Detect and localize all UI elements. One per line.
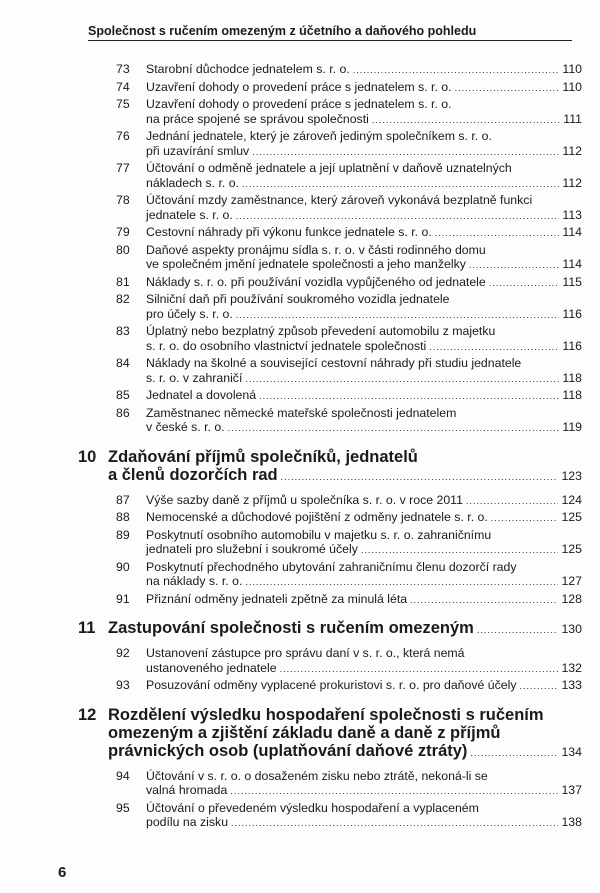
entry-number: 81 bbox=[116, 274, 130, 289]
entry-body bbox=[146, 62, 582, 78]
toc-entry bbox=[110, 97, 582, 127]
entry-title-line: nákladech s. r. o. bbox=[146, 175, 239, 190]
entry-number: 75 bbox=[116, 97, 130, 111]
entry-last-line bbox=[146, 783, 582, 799]
toc-entry bbox=[110, 646, 582, 676]
entry-body bbox=[146, 388, 582, 404]
dot-leader bbox=[259, 388, 559, 404]
entry-number: 79 bbox=[116, 225, 130, 239]
dot-leader bbox=[228, 420, 560, 436]
entry-number: 88 bbox=[116, 510, 130, 524]
entry-title-line: Zaměstnanec německé mateřské společnosti jednatelem bbox=[146, 405, 457, 420]
toc-entry bbox=[110, 560, 582, 590]
entry-page-number: 116 bbox=[562, 338, 582, 353]
chapter-heading-12 bbox=[78, 706, 582, 762]
entry-body bbox=[146, 225, 582, 241]
entry-title-line: valná hromada bbox=[146, 783, 228, 797]
entry-body bbox=[146, 243, 582, 273]
dot-leader bbox=[353, 62, 560, 78]
entry-page-number: 130 bbox=[561, 622, 582, 636]
entry-last-line bbox=[146, 307, 582, 323]
entry-title-line: Náklady s. r. o. při používání vozidla vypůjčeného od jednatele bbox=[146, 274, 486, 289]
dot-leader bbox=[435, 225, 560, 241]
entry-title-line: Účtování o převedeném výsledku hospodaření a vyplaceném bbox=[146, 800, 479, 815]
toc-entry bbox=[110, 388, 582, 404]
entry-last-line bbox=[146, 493, 582, 509]
entry-last-line bbox=[146, 420, 582, 436]
entry-title-line: Náklady na školné a související cestovní náhrady při studiu jednatele bbox=[146, 356, 522, 370]
entry-body bbox=[146, 292, 582, 322]
entry-title-line: Rozdělení výsledku hospodaření společnosti s ručením bbox=[108, 705, 544, 724]
entry-title-line: Poskytnutí přechodného ubytování zahraničnímu členu dozorčí rady bbox=[146, 559, 517, 574]
entry-title-line: Účtování v s. r. o. o dosaženém zisku nebo ztrátě, nekoná-li se bbox=[146, 768, 488, 783]
toc-entry bbox=[110, 225, 582, 241]
entry-title-line: na náklady s. r. o. bbox=[146, 574, 243, 588]
entry-number: 74 bbox=[116, 79, 130, 94]
entry-number: 82 bbox=[116, 292, 130, 306]
entry-title-line: právnických osob (uplatňování daňové ztráty) bbox=[108, 741, 468, 760]
entry-number: 76 bbox=[116, 129, 130, 143]
entry-page-number: 124 bbox=[561, 492, 582, 507]
entry-last-line bbox=[146, 815, 582, 831]
entry-last-line bbox=[146, 225, 582, 241]
toc-entry bbox=[110, 243, 582, 273]
dot-leader bbox=[455, 80, 560, 96]
entry-body bbox=[146, 324, 582, 354]
toc-section-11 bbox=[110, 646, 582, 694]
entry-number: 83 bbox=[116, 324, 130, 338]
entry-page-number: 138 bbox=[561, 815, 582, 829]
toc-entry bbox=[110, 493, 582, 509]
entry-title-line: s. r. o. do osobního vlastnictví jednatele společnosti bbox=[146, 338, 427, 353]
entry-title-line: ve společném jmění jednatele společnosti a jeho manželky bbox=[146, 257, 466, 271]
entry-body bbox=[108, 706, 582, 762]
dot-leader bbox=[519, 678, 558, 694]
entry-last-line bbox=[146, 510, 582, 526]
entry-number: 77 bbox=[116, 161, 130, 175]
entry-body bbox=[146, 275, 582, 291]
entry-body bbox=[146, 769, 582, 799]
toc-entry bbox=[110, 356, 582, 386]
dot-leader bbox=[469, 257, 559, 273]
entry-page-number: 110 bbox=[562, 62, 582, 76]
toc-entry bbox=[110, 275, 582, 291]
entry-page-number: 118 bbox=[562, 370, 582, 385]
dot-leader bbox=[280, 661, 559, 677]
entry-title-line: při uzavírání smluv bbox=[146, 143, 250, 158]
toc-section-12 bbox=[110, 769, 582, 831]
dot-leader bbox=[252, 144, 559, 160]
entry-page-number: 127 bbox=[561, 574, 582, 588]
entry-number: 92 bbox=[116, 646, 130, 660]
toc-entry bbox=[110, 678, 582, 694]
entry-title-line: Uzavření dohody o provedení práce s jednatelem s. r. o. bbox=[146, 79, 452, 94]
page-number: 6 bbox=[58, 864, 67, 881]
chapter-number: 10 bbox=[78, 447, 97, 466]
entry-number: 85 bbox=[116, 388, 130, 402]
dot-leader bbox=[236, 208, 560, 224]
toc-section-continued bbox=[110, 62, 582, 436]
entry-number: 93 bbox=[116, 678, 130, 692]
entry-body bbox=[108, 619, 582, 639]
entry-number: 94 bbox=[116, 768, 130, 783]
entry-last-line bbox=[146, 112, 582, 128]
entry-title-line: Přiznání odměny jednateli zpětně za minulá léta bbox=[146, 591, 408, 606]
toc-entry bbox=[110, 292, 582, 322]
dot-leader bbox=[410, 592, 558, 608]
entry-title-line: Výše sazby daně z příjmů u společníka s. r. o. v roce 2011 bbox=[146, 492, 463, 507]
entry-body bbox=[108, 448, 582, 486]
entry-body bbox=[146, 97, 582, 127]
dot-leader bbox=[236, 307, 560, 323]
entry-title-line: Zdaňování příjmů společníků, jednatelů bbox=[108, 447, 418, 466]
dot-leader bbox=[245, 371, 559, 387]
entry-title-line: ustanoveného jednatele bbox=[146, 660, 277, 675]
entry-number: 87 bbox=[116, 492, 130, 507]
entry-last-line bbox=[146, 388, 582, 404]
dot-leader bbox=[491, 510, 559, 526]
entry-last-line bbox=[146, 176, 582, 192]
entry-page-number: 137 bbox=[561, 783, 582, 797]
entry-title-line: omezeným a zjištění základu daně a daně z příjmů bbox=[108, 723, 501, 742]
entry-page-number: 114 bbox=[562, 257, 582, 271]
dot-leader bbox=[489, 275, 560, 291]
entry-page-number: 111 bbox=[563, 111, 582, 126]
entry-last-line bbox=[108, 466, 582, 486]
dot-leader bbox=[281, 466, 559, 486]
dot-leader bbox=[230, 783, 558, 799]
entry-body bbox=[146, 129, 582, 159]
dot-leader bbox=[429, 339, 559, 355]
entry-page-number: 118 bbox=[562, 388, 582, 402]
dot-leader bbox=[477, 619, 559, 639]
entry-body bbox=[146, 406, 582, 436]
running-head: Společnost s ručením omezeným z účetního a daňového pohledu bbox=[88, 24, 572, 41]
entry-title-line: jednateli pro služební i soukromé účely bbox=[146, 542, 358, 556]
entry-page-number: 128 bbox=[561, 591, 582, 606]
entry-last-line bbox=[108, 619, 582, 639]
entry-title-line: Jednání jednatele, který je zároveň jediným společníkem s. r. o. bbox=[146, 129, 492, 143]
toc-entry bbox=[110, 62, 582, 78]
entry-last-line bbox=[146, 542, 582, 558]
toc-entry bbox=[110, 406, 582, 436]
entry-last-line bbox=[146, 574, 582, 590]
entry-page-number: 123 bbox=[561, 468, 582, 483]
toc-entry bbox=[110, 801, 582, 831]
entry-number: 78 bbox=[116, 193, 130, 207]
entry-page-number: 115 bbox=[562, 274, 582, 289]
entry-number: 80 bbox=[116, 242, 130, 257]
entry-title-line: Ustanovení zástupce pro správu daní v s. r. o., která nemá bbox=[146, 646, 465, 660]
entry-title-line: jednatele s. r. o. bbox=[146, 207, 233, 222]
entry-page-number: 133 bbox=[561, 678, 582, 692]
chapter-number: 12 bbox=[78, 705, 97, 724]
entry-title-line: Zastupování společnosti s ručením omezeným bbox=[108, 619, 474, 637]
entry-body bbox=[146, 193, 582, 223]
entry-body bbox=[146, 592, 582, 608]
entry-title-line: Jednatel a dovolená bbox=[146, 388, 257, 402]
entry-last-line bbox=[146, 208, 582, 224]
entry-page-number: 113 bbox=[562, 207, 582, 222]
toc-entry bbox=[110, 80, 582, 96]
entry-title-line: Silniční daň při používání soukromého vozidla jednatele bbox=[146, 292, 450, 306]
chapter-number: 11 bbox=[78, 619, 96, 637]
entry-page-number: 116 bbox=[562, 306, 582, 321]
entry-title-line: Starobní důchodce jednatelem s. r. o. bbox=[146, 62, 350, 76]
toc-entry bbox=[110, 592, 582, 608]
entry-body bbox=[146, 356, 582, 386]
entry-body bbox=[146, 510, 582, 526]
entry-body bbox=[146, 678, 582, 694]
entry-body bbox=[146, 80, 582, 96]
entry-page-number: 132 bbox=[561, 660, 582, 675]
entry-page-number: 112 bbox=[562, 175, 582, 190]
entry-title-line: pro účely s. r. o. bbox=[146, 306, 233, 321]
entry-page-number: 125 bbox=[561, 510, 582, 524]
entry-title-line: s. r. o. v zahraničí bbox=[146, 370, 243, 385]
entry-number: 91 bbox=[116, 591, 130, 606]
entry-number: 89 bbox=[116, 527, 130, 542]
toc-entry bbox=[110, 769, 582, 799]
toc-entry bbox=[110, 129, 582, 159]
entry-body bbox=[146, 801, 582, 831]
dot-leader bbox=[231, 815, 558, 831]
toc-entry bbox=[110, 161, 582, 191]
entry-title-line: podílu na zisku bbox=[146, 815, 229, 829]
dot-leader bbox=[361, 542, 559, 558]
dot-leader bbox=[245, 574, 558, 590]
dot-leader bbox=[242, 176, 559, 192]
entry-title-line: Uzavření dohody o provedení práce s jednatelem s. r. o. bbox=[146, 97, 452, 111]
entry-page-number: 134 bbox=[561, 744, 582, 759]
entry-last-line bbox=[108, 742, 582, 762]
entry-number: 84 bbox=[116, 356, 130, 370]
toc-entry bbox=[110, 510, 582, 526]
entry-body bbox=[146, 161, 582, 191]
entry-number: 73 bbox=[116, 62, 130, 76]
entry-title-line: Poskytnutí osobního automobilu v majetku s. r. o. zahraničnímu bbox=[146, 527, 492, 542]
entry-body bbox=[146, 528, 582, 558]
dot-leader bbox=[372, 112, 560, 128]
entry-title-line: Nemocenské a důchodové pojištění z odměny jednatele s. r. o. bbox=[146, 510, 488, 524]
dot-leader bbox=[466, 493, 559, 509]
entry-title-line: Cestovní náhrady při výkonu funkce jednatele s. r. o. bbox=[146, 225, 432, 239]
entry-title-line: Posuzování odměny vyplacené prokuristovi s. r. o. pro daňové účely bbox=[146, 678, 517, 692]
entry-title-line: na práce spojené se správou společnosti bbox=[146, 111, 369, 126]
dot-leader bbox=[470, 742, 558, 762]
entry-last-line bbox=[146, 371, 582, 387]
entry-title-line: Úplatný nebo bezplatný způsob převedení automobilu z majetku bbox=[146, 324, 496, 338]
toc-entry bbox=[110, 324, 582, 354]
entry-last-line bbox=[146, 275, 582, 291]
entry-last-line bbox=[146, 62, 582, 78]
entry-page-number: 125 bbox=[561, 542, 582, 556]
entry-last-line bbox=[146, 592, 582, 608]
entry-last-line bbox=[146, 80, 582, 96]
chapter-heading-11 bbox=[78, 619, 582, 639]
entry-title-line: a členů dozorčích rad bbox=[108, 465, 278, 484]
entry-last-line bbox=[146, 661, 582, 677]
entry-number: 86 bbox=[116, 405, 130, 420]
entry-last-line bbox=[146, 339, 582, 355]
entry-body bbox=[146, 493, 582, 509]
entry-page-number: 112 bbox=[562, 143, 582, 158]
entry-page-number: 114 bbox=[562, 225, 582, 239]
entry-title-line: Účtování mzdy zaměstnance, který zároveň vykonává bezplatně funkci bbox=[146, 193, 533, 207]
toc-entry bbox=[110, 193, 582, 223]
entry-title-line: v české s. r. o. bbox=[146, 420, 225, 434]
entry-last-line bbox=[146, 678, 582, 694]
entry-body bbox=[146, 646, 582, 676]
entry-title-line: Daňové aspekty pronájmu sídla s. r. o. v části rodinného domu bbox=[146, 242, 486, 257]
entry-last-line bbox=[146, 257, 582, 273]
toc-section-10 bbox=[110, 493, 582, 608]
toc-entry bbox=[110, 528, 582, 558]
entry-page-number: 119 bbox=[562, 420, 582, 434]
entry-body bbox=[146, 560, 582, 590]
chapter-heading-10 bbox=[78, 448, 582, 486]
entry-title-line: Účtování o odměně jednatele a její uplatnění v daňově uznatelných bbox=[146, 161, 512, 175]
entry-page-number: 110 bbox=[562, 79, 582, 94]
entry-number: 95 bbox=[116, 800, 130, 815]
table-of-contents bbox=[78, 62, 582, 833]
entry-last-line bbox=[146, 144, 582, 160]
entry-number: 90 bbox=[116, 559, 130, 574]
